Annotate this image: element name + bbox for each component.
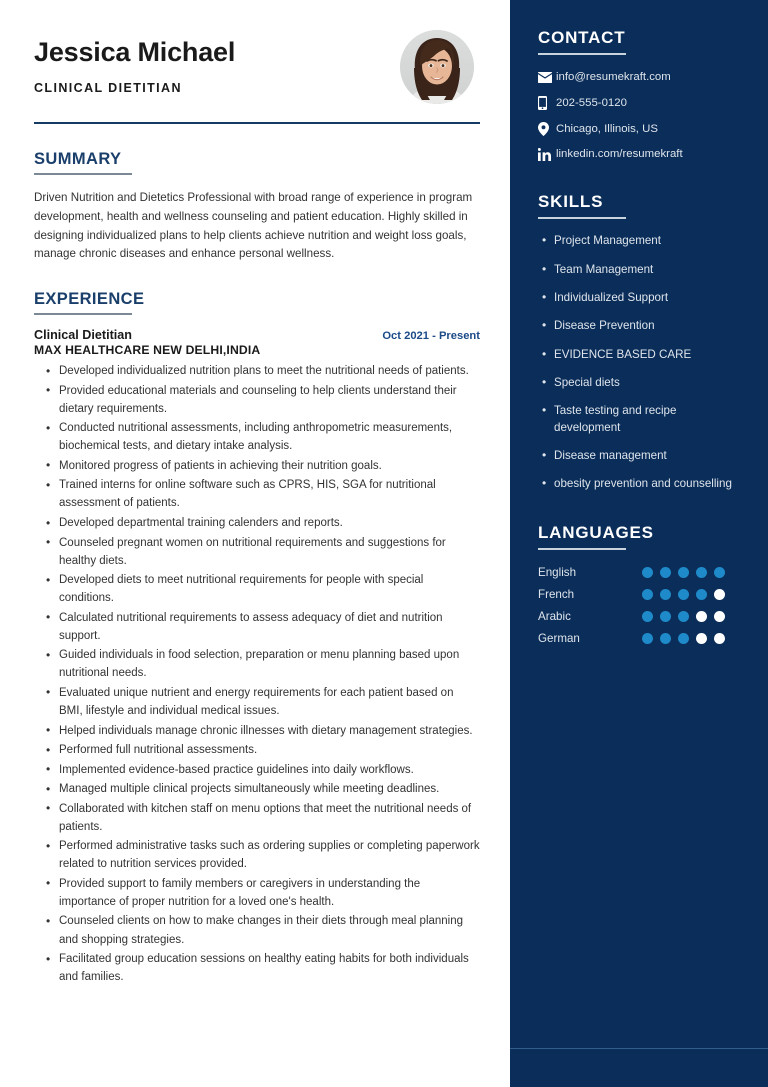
rating-dot-filled xyxy=(660,633,671,644)
header-divider xyxy=(34,122,480,124)
skills-list xyxy=(538,233,746,493)
profile-photo xyxy=(400,30,474,104)
contact-heading-underline xyxy=(538,53,626,55)
list-item: • obesity prevention and counselling xyxy=(554,476,746,493)
rating-dot-filled xyxy=(678,633,689,644)
list-item: • Performed administrative tasks such as ordering supplies or completing paperwork related to nutrition services provided. xyxy=(59,837,480,873)
contact-location-value: Chicago, Illinois, US xyxy=(556,122,658,135)
summary-section xyxy=(34,150,480,264)
contact-item-linkedin[interactable] xyxy=(538,147,746,162)
rating-dot-filled xyxy=(678,611,689,622)
list-item: • Developed diets to meet nutritional requirements for people with special conditions. xyxy=(59,571,480,607)
experience-heading: EXPERIENCE xyxy=(34,290,145,309)
skills-heading-underline xyxy=(538,217,626,219)
rating-dot-filled xyxy=(660,589,671,600)
language-rating xyxy=(642,567,725,578)
languages-section xyxy=(538,523,746,645)
rating-dot-filled xyxy=(696,589,707,600)
contact-email-value: info@resumekraft.com xyxy=(556,71,671,83)
languages-heading-underline xyxy=(538,548,626,550)
list-item: • Collaborated with kitchen staff on menu options that meet the nutritional needs of patients. xyxy=(59,800,480,836)
rating-dot-empty xyxy=(714,589,725,600)
contact-item-email[interactable] xyxy=(538,70,746,85)
rating-dot-empty xyxy=(696,611,707,622)
list-item: • Implemented evidence-based practice guidelines into daily workflows. xyxy=(59,761,480,779)
linkedin-icon xyxy=(538,148,556,161)
list-item: • Developed departmental training calenders and reports. xyxy=(59,514,480,532)
mobile-phone-icon xyxy=(538,96,556,110)
rating-dot-filled xyxy=(660,567,671,578)
list-item: • Special diets xyxy=(554,375,746,392)
list-item: • Disease management xyxy=(554,448,746,465)
language-rating xyxy=(642,589,725,600)
contact-item-phone[interactable] xyxy=(538,96,746,111)
contact-heading: CONTACT xyxy=(538,28,626,47)
experience-entry-header xyxy=(34,328,480,342)
rating-dot-empty xyxy=(714,633,725,644)
list-item: • Provided support to family members or caregivers in understanding the importance of proper nutrition for a loved one's health. xyxy=(59,875,480,911)
contact-section xyxy=(538,28,746,162)
candidate-job-title: CLINICAL DIETITIAN xyxy=(34,80,182,95)
skills-section xyxy=(538,192,746,493)
experience-role: Clinical Dietitian xyxy=(34,328,132,343)
rating-dot-filled xyxy=(642,633,653,644)
language-name: French xyxy=(538,588,575,602)
candidate-name: Jessica Michael xyxy=(34,37,236,67)
list-item: • Counseled clients on how to make changes in their diets through meal planning and shopping strategies. xyxy=(59,912,480,948)
summary-heading-underline xyxy=(34,173,132,175)
sidebar-page-seam xyxy=(510,1048,768,1049)
sidebar xyxy=(510,0,768,1087)
rating-dot-filled xyxy=(642,589,653,600)
summary-heading: SUMMARY xyxy=(34,150,122,168)
summary-text: Driven Nutrition and Dietetics Professional with broad range of experience in program development, health and wellness counseling and patient education. Highly skilled in designing individualized plans to help clients achieve nutrition and weight loss goals, manage chronic diseases and enhance personal wellness. xyxy=(34,191,473,261)
contact-item-location[interactable] xyxy=(538,122,746,137)
list-item: • Guided individuals in food selection, preparation or menu planning based upon nutritional needs. xyxy=(59,646,480,682)
resume-header xyxy=(34,30,480,104)
rating-dot-filled xyxy=(696,567,707,578)
list-item: • Team Management xyxy=(554,262,746,279)
rating-dot-empty xyxy=(714,611,725,622)
rating-dot-filled xyxy=(642,567,653,578)
contact-phone-value: 202-555-0120 xyxy=(556,96,627,109)
list-item: • Evaluated unique nutrient and energy requirements for each patient based on BMI, lifestyle and individual medical issues. xyxy=(59,684,480,720)
rating-dot-filled xyxy=(642,611,653,622)
languages-list xyxy=(538,566,746,645)
language-rating xyxy=(642,611,725,622)
languages-heading: LANGUAGES xyxy=(538,523,654,543)
list-item: • Project Management xyxy=(554,233,746,250)
list-item: • Provided educational materials and counseling to help clients understand their dietary requirements. xyxy=(59,382,480,418)
skills-heading: SKILLS xyxy=(538,192,604,212)
experience-entry xyxy=(34,328,480,986)
experience-heading-underline xyxy=(34,313,132,315)
envelope-icon xyxy=(538,72,556,83)
rating-dot-filled xyxy=(714,567,725,578)
list-item: • Individualized Support xyxy=(554,290,746,307)
language-name: Arabic xyxy=(538,610,571,624)
list-item: • Developed individualized nutrition plans to meet the nutritional needs of patients. xyxy=(59,362,480,380)
language-row xyxy=(538,610,746,623)
location-pin-icon xyxy=(538,122,556,136)
list-item: • Calculated nutritional requirements to assess adequacy of diet and nutrition support. xyxy=(59,609,480,645)
list-item: • Monitored progress of patients in achieving their nutrition goals. xyxy=(59,457,480,475)
list-item: • Counseled pregnant women on nutritional requirements and suggestions for healthy diets. xyxy=(59,534,480,570)
language-row xyxy=(538,588,746,601)
list-item: • Taste testing and recipe development xyxy=(554,403,746,437)
list-item: • Facilitated group education sessions on healthy eating habits for both individuals and families. xyxy=(59,950,480,986)
rating-dot-empty xyxy=(696,633,707,644)
list-item: • Performed full nutritional assessments. xyxy=(59,741,480,759)
experience-date-range: Oct 2021 - Present xyxy=(382,330,480,343)
list-item: • Trained interns for online software such as CPRS, HIS, SGA for nutritional assessment of patients. xyxy=(59,476,480,512)
language-row xyxy=(538,632,746,645)
rating-dot-filled xyxy=(678,589,689,600)
list-item: • EVIDENCE BASED CARE xyxy=(554,347,746,364)
list-item: • Conducted nutritional assessments, including anthropometric measurements, biochemical tests, and dietary intake analysis. xyxy=(59,419,480,455)
list-item: • Helped individuals manage chronic illnesses with dietary management strategies. xyxy=(59,722,480,740)
rating-dot-filled xyxy=(678,567,689,578)
language-rating xyxy=(642,633,725,644)
language-row xyxy=(538,566,746,579)
identity-block xyxy=(34,30,235,95)
language-name: English xyxy=(538,566,577,580)
contact-linkedin-value: linkedin.com/resumekraft xyxy=(556,148,683,161)
contact-list xyxy=(538,70,746,162)
experience-company: MAX HEALTHCARE NEW DELHI,INDIA xyxy=(34,343,261,358)
experience-bullet-list xyxy=(34,362,480,986)
experience-section xyxy=(34,290,480,986)
rating-dot-filled xyxy=(660,611,671,622)
list-item: • Managed multiple clinical projects simultaneously while meeting deadlines. xyxy=(59,780,480,798)
list-item: • Disease Prevention xyxy=(554,318,746,335)
language-name: German xyxy=(538,632,580,646)
